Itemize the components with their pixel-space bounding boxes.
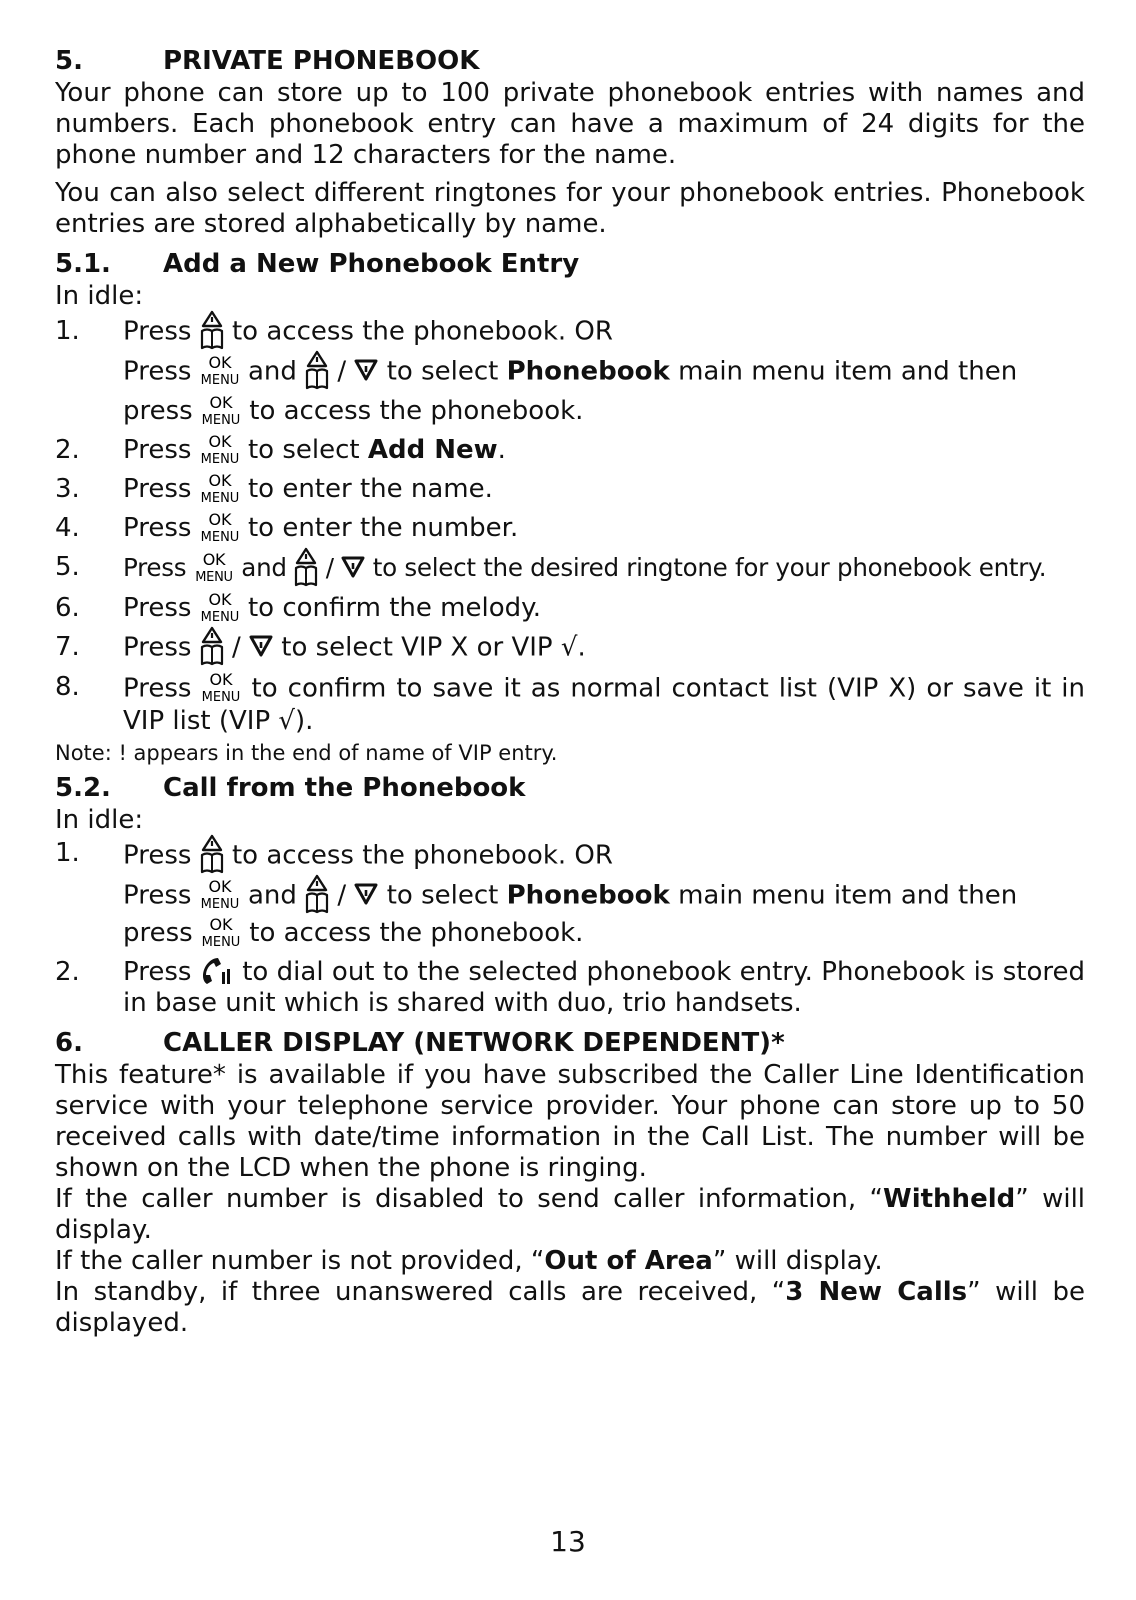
ok-menu-icon — [201, 915, 241, 949]
svg-text:OK: OK — [209, 392, 233, 412]
in-idle-label: In idle: — [55, 805, 144, 835]
page-number: 13 — [550, 1525, 586, 1558]
ok-menu-icon — [200, 353, 240, 387]
ok-menu-icon — [200, 877, 240, 911]
section-6-paragraph-2: If the caller number is disabled to send caller information, “Withheld” will display. — [55, 1184, 1086, 1245]
step-6 — [55, 589, 1085, 628]
step-body: Press OK MENU to confirm to save it as normal contact list (VIP X) or save it in VIP list (VIP √). — [123, 670, 1086, 736]
section-6-paragraph-4: In standby, if three unanswered calls are received, “3 New Calls” will be displayed. — [55, 1277, 1086, 1338]
heading-number: 5.2. — [55, 773, 111, 803]
step-2 — [55, 431, 1085, 470]
step-body: Press to dial out to the selected phonebook entry. Phonebook is stored in base unit which is shared with duo, trio handsets. — [123, 957, 1085, 1018]
in-idle-label: In idle: — [55, 281, 144, 311]
down-arrow-icon — [354, 882, 378, 906]
svg-text:OK: OK — [208, 877, 232, 896]
step-body: Press OK MENU to enter the number. — [123, 509, 519, 544]
step-body: Press OK MENU to select Add New. — [123, 431, 506, 466]
heading-title: PRIVATE PHONEBOOK — [163, 46, 480, 76]
down-arrow-icon — [354, 358, 378, 382]
svg-text:MENU: MENU — [200, 609, 240, 624]
step-number: 6. — [55, 593, 80, 623]
step-number: 7. — [55, 632, 80, 662]
step-body: Press OK MENU and / to select the desired ringtone for your phonebook entry. — [123, 548, 1085, 589]
heading-title: Call from the Phonebook — [163, 773, 526, 803]
heading-number: 5. — [55, 46, 83, 76]
up-phonebook-icon — [200, 310, 224, 350]
svg-text:MENU: MENU — [202, 690, 241, 704]
svg-text:MENU: MENU — [200, 373, 240, 387]
talk-icon — [200, 956, 234, 986]
section-6-heading — [55, 1026, 1085, 1060]
vip-note: Note: ! appears in the end of name of VIP entry. — [55, 741, 558, 765]
step-number: 2. — [55, 435, 80, 465]
heading-number: 6. — [55, 1028, 83, 1058]
section-5-2-heading — [55, 771, 1085, 805]
svg-text:MENU: MENU — [200, 451, 240, 466]
ok-menu-icon — [201, 393, 241, 427]
ok-menu-icon — [200, 471, 240, 505]
ok-menu-icon — [200, 432, 240, 466]
up-phonebook-icon — [305, 874, 329, 914]
step-number: 1. — [55, 316, 80, 346]
step-number: 3. — [55, 474, 80, 504]
svg-text:MENU: MENU — [201, 934, 241, 949]
step-number: 5. — [55, 552, 80, 582]
svg-text:MENU: MENU — [200, 490, 240, 505]
svg-text:OK: OK — [208, 431, 232, 451]
section-5-paragraph-2: You can also select different ringtones for your phonebook entries. Phonebook entries are stored alphabetically by name. — [55, 178, 1085, 239]
step-4 — [55, 509, 1085, 548]
up-phonebook-icon — [294, 547, 318, 587]
svg-text:OK: OK — [202, 550, 226, 569]
heading-title: CALLER DISPLAY (NETWORK DEPENDENT)* — [163, 1028, 785, 1058]
ok-menu-icon — [201, 670, 241, 704]
step-3 — [55, 470, 1085, 509]
ok-menu-icon — [194, 550, 234, 584]
step-number: 4. — [55, 513, 80, 543]
up-phonebook-icon — [305, 350, 329, 390]
svg-text:MENU: MENU — [200, 897, 240, 911]
svg-text:MENU: MENU — [200, 529, 240, 544]
svg-text:OK: OK — [209, 670, 234, 689]
down-arrow-icon — [249, 634, 273, 658]
svg-text:OK: OK — [209, 914, 233, 934]
ok-menu-icon — [200, 590, 240, 624]
svg-text:MENU: MENU — [201, 412, 241, 427]
section-6-paragraph-3: If the caller number is not provided, “Out of Area” will display. — [55, 1246, 883, 1276]
section-5-1-heading — [55, 247, 1085, 281]
svg-text:OK: OK — [208, 509, 232, 529]
svg-text:OK: OK — [208, 470, 232, 490]
section-5-paragraph-1: Your phone can store up to 100 private phonebook entries with names and numbers. Each phonebook entry can have a maximum of 24 digits for the phone number and 12 characters for the name. — [55, 78, 1085, 170]
section-6-paragraph-1: This feature* is available if you have subscribed the Caller Line Identification service with your telephone service provider. Your phone can store up to 50 received calls with date/time information in the Call List. The number will be shown on the LCD when the phone is ringing. — [55, 1060, 1085, 1183]
heading-number: 5.1. — [55, 249, 111, 279]
svg-text:MENU: MENU — [195, 570, 233, 584]
step-body: Press / to select VIP X or VIP √. — [123, 628, 1085, 668]
svg-text:OK: OK — [208, 589, 232, 609]
ok-menu-icon — [200, 510, 240, 544]
step-5 — [55, 548, 1085, 589]
step-body: Press to access the phonebook. OR Press OK MENU and / to select Phonebook main menu item and then press OK MENU to access the phonebook. — [123, 836, 1085, 951]
step-8 — [55, 672, 1085, 737]
step-number: 1. — [55, 838, 80, 868]
step-2 — [55, 957, 1085, 1019]
section-5-heading — [55, 44, 1085, 78]
up-phonebook-icon — [200, 626, 224, 666]
step-number: 8. — [55, 672, 80, 702]
step-7 — [55, 628, 1085, 668]
step-number: 2. — [55, 957, 80, 987]
heading-title: Add a New Phonebook Entry — [163, 249, 580, 279]
svg-text:OK: OK — [208, 353, 232, 372]
down-arrow-icon — [341, 555, 365, 579]
up-phonebook-icon — [200, 834, 224, 874]
step-body: Press OK MENU to enter the name. — [123, 470, 493, 505]
step-body: Press OK MENU to confirm the melody. — [123, 589, 542, 624]
step-body: Press to access the phonebook. OR Press OK MENU and / to select Phonebook main menu item and then press OK MENU to access the phonebook. — [123, 312, 1085, 431]
step-1 — [55, 312, 1085, 431]
step-1 — [55, 836, 1085, 951]
